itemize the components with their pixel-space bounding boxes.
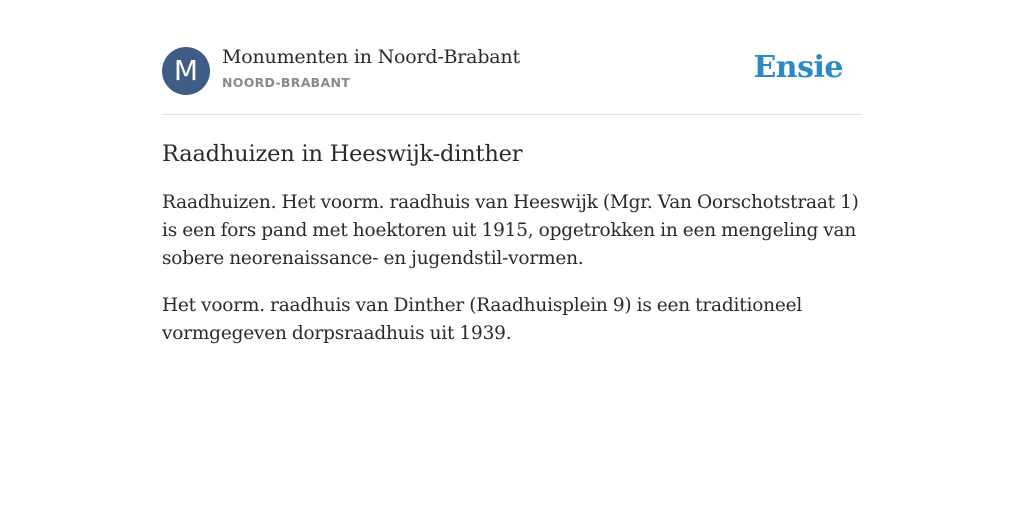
article-card [162, 46, 862, 367]
article-paragraph: Het voorm. raadhuis van Dinther (Raadhuisplein 9) is een traditioneel vormgegeven dorpsraadhuis uit 1939. [162, 295, 803, 344]
ensie-logo[interactable]: Ensie [753, 50, 843, 85]
source-region: NOORD-BRABANT [222, 75, 351, 90]
source-title[interactable]: Monumenten in Noord-Brabant [222, 46, 520, 68]
source-header [162, 46, 862, 115]
article-paragraph: Raadhuizen. Het voorm. raadhuis van Heeswijk (Mgr. Van Oorschotstraat 1) is een fors pand met hoektoren uit 1915, opgetrokken in een mengeling van sobere neorenaissance- en jugendstil-vormen. [162, 192, 859, 269]
article-title: Raadhuizen in Heeswijk-dinther [162, 141, 523, 167]
avatar[interactable]: M [162, 47, 210, 95]
article-body [162, 189, 862, 348]
